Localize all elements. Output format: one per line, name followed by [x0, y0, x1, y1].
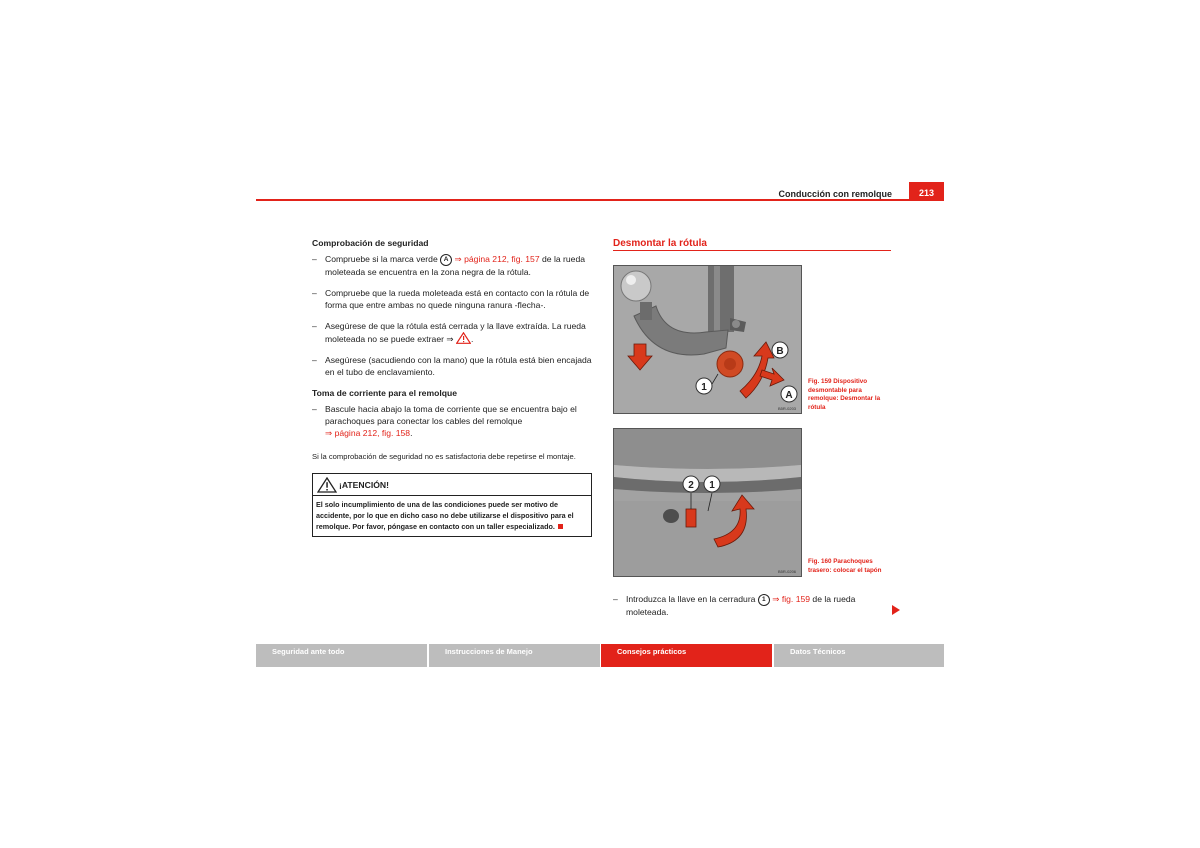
figure-code: B5R-0203 — [778, 406, 797, 411]
note-text: Si la comprobación de seguridad no es satisfactoria debe repetirse el montaje. — [312, 451, 576, 461]
figure-code: B5R-0206 — [778, 569, 797, 574]
figure-160-caption: Fig. 160 Parachoques trasero: colocar el tapón — [808, 558, 882, 574]
warning-header — [313, 474, 591, 496]
cross-reference-link[interactable]: ⇒ fig. 159 — [772, 594, 811, 604]
warning-triangle-icon — [317, 477, 337, 493]
warning-triangle-icon[interactable] — [456, 332, 471, 344]
list-item: – Compruebe si la marca verde A ⇒ página 212, fig. 157 de la rueda moleteada se encuentra en la zona negra de la rótula. — [312, 254, 586, 277]
continue-arrow-icon[interactable] — [892, 605, 900, 615]
figure-159-caption: Fig. 159 Dispositivo desmontable para remolque: Desmontar la rótula — [808, 378, 881, 411]
left-column — [312, 237, 592, 537]
warning-text: El solo incumplimiento de una de las condiciones puede ser motivo de accidente, por lo que en dicho caso no debe utilizarse el dispositivo para el remolque. Por favor, póngase en contacto con un taller especializado. — [316, 499, 574, 531]
list-item: – Introduzca la llave en la cerradura 1 ⇒ fig. 159 de la rueda moleteada. — [613, 594, 856, 617]
section-rule — [613, 250, 891, 251]
figure-160-bumper — [613, 428, 802, 577]
end-marker-icon — [558, 524, 563, 529]
section-title: Desmontar la rótula — [613, 238, 707, 249]
marker-a-icon: A — [440, 254, 452, 266]
running-header-title: Conducción con remolque — [778, 189, 892, 199]
warning-box — [312, 473, 592, 537]
page-number: 213 — [909, 182, 944, 201]
heading-safety-check: Comprobación de seguridad — [312, 238, 429, 248]
list-item: – Bascule hacia abajo la toma de corriente que se encuentra bajo el parachoques para conectar los cables del remolque ⇒ página 212, fig. 158. — [312, 403, 577, 438]
footer-tab-practical-tips[interactable]: Consejos prácticos — [601, 644, 772, 667]
warning-title: ¡ATENCIÓN! — [339, 479, 389, 490]
figure-label: 1 — [709, 480, 715, 491]
header-rule — [256, 199, 944, 201]
marker-1-icon: 1 — [758, 594, 770, 606]
list-item: – Asegúrese de que la rótula está cerrada y la llave extraída. La rueda moleteada no se puede extraer ⇒ . — [312, 320, 586, 344]
figure-label: 2 — [688, 480, 694, 491]
figure-label: 1 — [701, 382, 707, 393]
list-item: – Compruebe que la rueda moleteada está en contacto con la rótula de forma que entre ambas no quede ninguna ranura -flecha-. — [312, 287, 590, 310]
cross-reference-link[interactable]: ⇒ página 212, fig. 157 — [454, 254, 540, 264]
footer-nav — [256, 644, 944, 667]
instruction-step — [613, 593, 898, 618]
cross-reference-link[interactable]: ⇒ página 212, fig. 158 — [325, 427, 411, 438]
figure-label: B — [776, 346, 784, 357]
footer-tab-technical-data[interactable]: Datos Técnicos — [774, 644, 944, 667]
footer-tab-operating-instructions[interactable]: Instrucciones de Manejo — [429, 644, 600, 667]
heading-trailer-socket: Toma de corriente para el remolque — [312, 387, 458, 398]
list-item: – Asegúrese (sacudiendo con la mano) que la rótula está bien encajada en el tubo de enclavamiento. — [312, 354, 592, 377]
figure-label: A — [785, 390, 793, 401]
footer-tab-safety[interactable]: Seguridad ante todo — [256, 644, 427, 667]
figure-159-tow-ball — [613, 265, 802, 414]
